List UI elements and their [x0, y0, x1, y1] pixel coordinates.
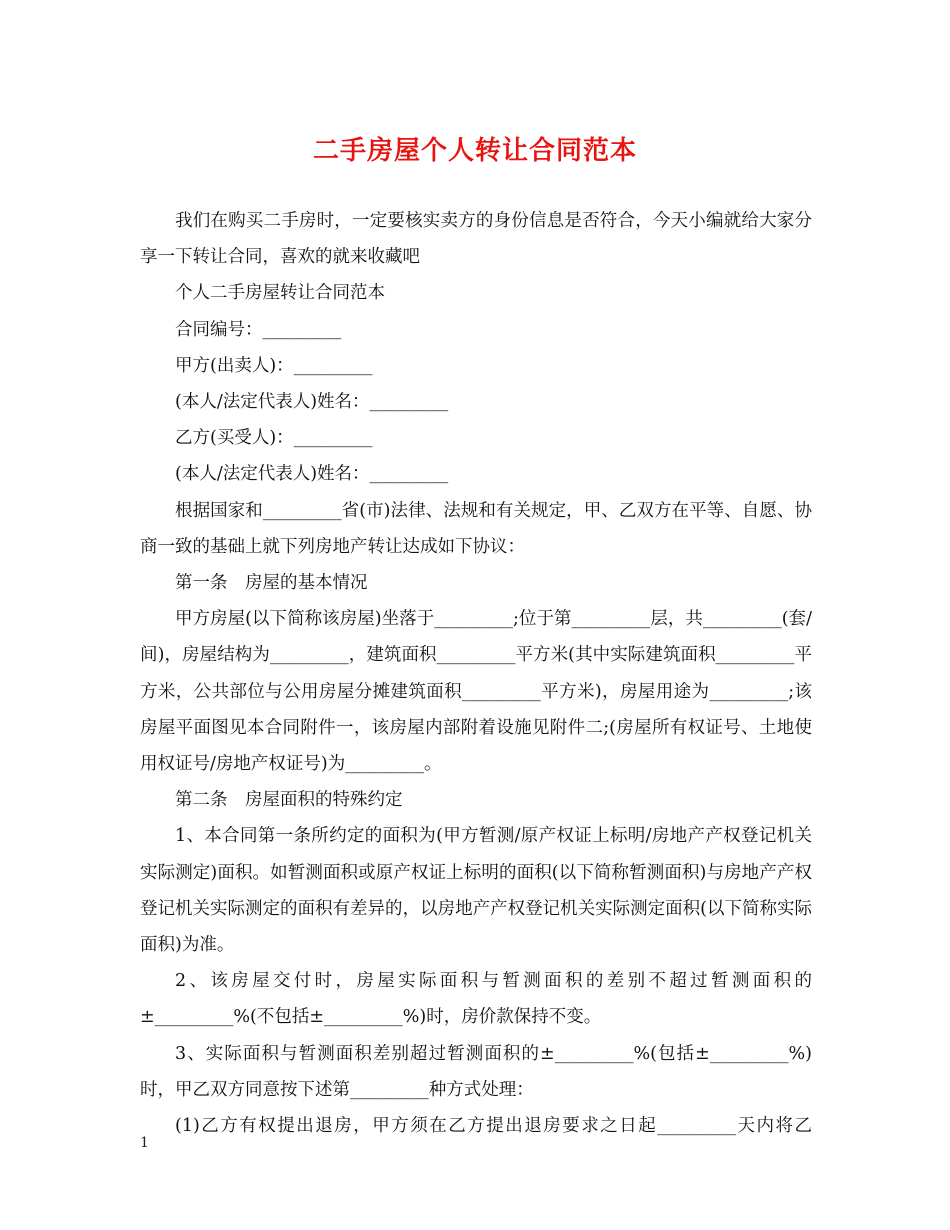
contract-heading: 个人二手房屋转让合同范本	[175, 283, 385, 304]
article-1-heading: 第一条 房屋的基本情况	[175, 573, 368, 594]
article-2-clause-2: 2、该房屋交付时，房屋实际面积与暂测面积的差别不超过暂测面积的±_________%(不包括±_________%)时，房价款保持不变。	[140, 971, 812, 1028]
document-body	[140, 203, 812, 1144]
article-2-heading: 第二条 房屋面积的特殊约定	[175, 790, 403, 811]
article-1-paragraph: 甲方房屋(以下简称该房屋)坐落于_________;位于第_________层，共_________(套/间)，房屋结构为_________，建筑面积_________平方米(其中实际建筑面积_________平方米，公共部位与公用房屋分摊建筑面积_________平方米)，房屋用途为_________;该房屋平面图见本合同附件一，该房屋内部附着设施见附件二;(房屋所有权证号、土地使用权证号/房地产权证号)为_________。	[140, 609, 812, 775]
article-2-clause-3: 3、实际面积与暂测面积差别超过暂测面积的±_________%(包括±_________%)时，甲乙双方同意按下述第_________种方式处理：	[140, 1043, 812, 1100]
document-title: 二手房屋个人转让合同范本	[312, 136, 637, 166]
article-2-option-1: (1)乙方有权提出退房，甲方须在乙方提出退房要求之日起_________天内将乙	[175, 1116, 812, 1137]
party-a-representative-line: (本人/法定代表人)姓名：_________	[175, 392, 449, 413]
article-2-clause-1: 1、本合同第一条所约定的面积为(甲方暂测/原产权证上标明/房地产产权登记机关实际测定)面积。如暂测面积或原产权证上标明的面积(以下简称暂测面积)与房地产产权登记机关实际测定的面积有差异的，以房地产产权登记机关实际测定面积(以下简称实际面积)为准。	[140, 826, 812, 956]
party-b-representative-line: (本人/法定代表人)姓名：_________	[175, 464, 449, 485]
contract-number-line: 合同编号：_________	[175, 319, 342, 340]
preamble-paragraph: 根据国家和_________省(市)法律、法规和有关规定，甲、乙双方在平等、自愿、协商一致的基础上就下列房地产转让达成如下协议：	[140, 500, 812, 557]
page-number: 1	[140, 1135, 149, 1151]
intro-paragraph: 我们在购买二手房时，一定要核实卖方的身份信息是否符合，今天小编就给大家分享一下转让合同，喜欢的就来收藏吧	[140, 211, 812, 268]
party-a-line: 甲方(出卖人)：_________	[175, 355, 373, 376]
party-b-line: 乙方(买受人)：_________	[175, 428, 373, 449]
